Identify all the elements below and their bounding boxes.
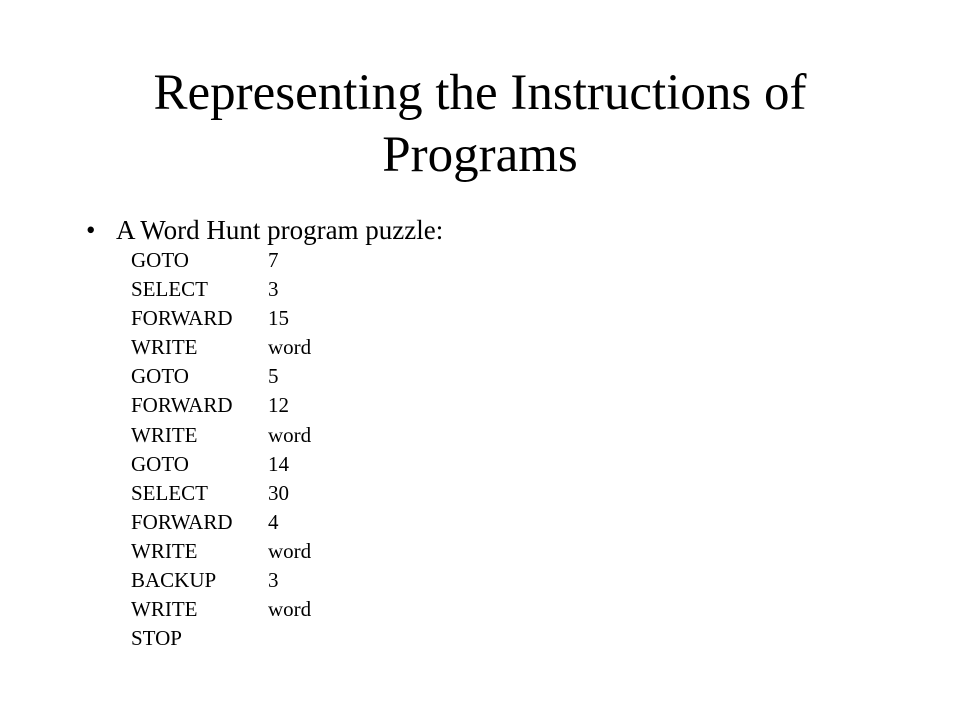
program-instruction xyxy=(131,391,311,420)
instruction-command: BACKUP xyxy=(131,568,217,593)
instruction-command: FORWARD xyxy=(131,306,233,331)
instruction-argument: word xyxy=(268,538,312,563)
bullet-item xyxy=(86,212,443,248)
program-instruction xyxy=(131,508,311,537)
program-instruction xyxy=(131,450,311,479)
instruction-argument: word xyxy=(268,335,312,360)
instruction-command: SELECT xyxy=(131,480,208,505)
instruction-argument: 30 xyxy=(268,480,289,505)
instruction-command: SELECT xyxy=(131,277,208,302)
instruction-argument: 3 xyxy=(268,277,279,302)
instruction-argument: 7 xyxy=(268,248,279,272)
program-instruction xyxy=(131,566,311,595)
program-instruction xyxy=(131,537,311,566)
instruction-command: WRITE xyxy=(131,422,198,447)
program-instruction-list xyxy=(131,246,311,653)
program-instruction xyxy=(131,304,311,333)
program-instruction xyxy=(131,479,311,508)
instruction-command: GOTO xyxy=(131,248,189,272)
program-instruction xyxy=(131,333,311,362)
instruction-argument: 15 xyxy=(268,306,289,331)
instruction-argument: 12 xyxy=(268,393,289,418)
instruction-command: STOP xyxy=(131,626,182,651)
instruction-argument: 4 xyxy=(268,509,279,534)
instruction-argument: word xyxy=(268,597,312,622)
instruction-command: FORWARD xyxy=(131,509,233,534)
bullet-marker: • xyxy=(86,215,96,245)
instruction-argument: 5 xyxy=(268,364,279,389)
bullet-text: A Word Hunt program puzzle: xyxy=(116,215,444,245)
program-instruction xyxy=(131,362,311,391)
instruction-argument: word xyxy=(268,422,312,447)
instruction-command: WRITE xyxy=(131,335,198,360)
program-instruction xyxy=(131,246,311,275)
instruction-command: FORWARD xyxy=(131,393,233,418)
instruction-command: GOTO xyxy=(131,451,189,476)
instruction-command: WRITE xyxy=(131,538,198,563)
instruction-argument: 3 xyxy=(268,568,279,593)
program-instruction xyxy=(131,624,311,653)
instruction-command: GOTO xyxy=(131,364,189,389)
instruction-command: WRITE xyxy=(131,597,198,622)
program-instruction xyxy=(131,595,311,624)
instruction-argument: 14 xyxy=(268,451,289,476)
program-instruction xyxy=(131,421,311,450)
slide-title: Representing the Instructions of Programs xyxy=(153,65,807,183)
program-instruction xyxy=(131,275,311,304)
